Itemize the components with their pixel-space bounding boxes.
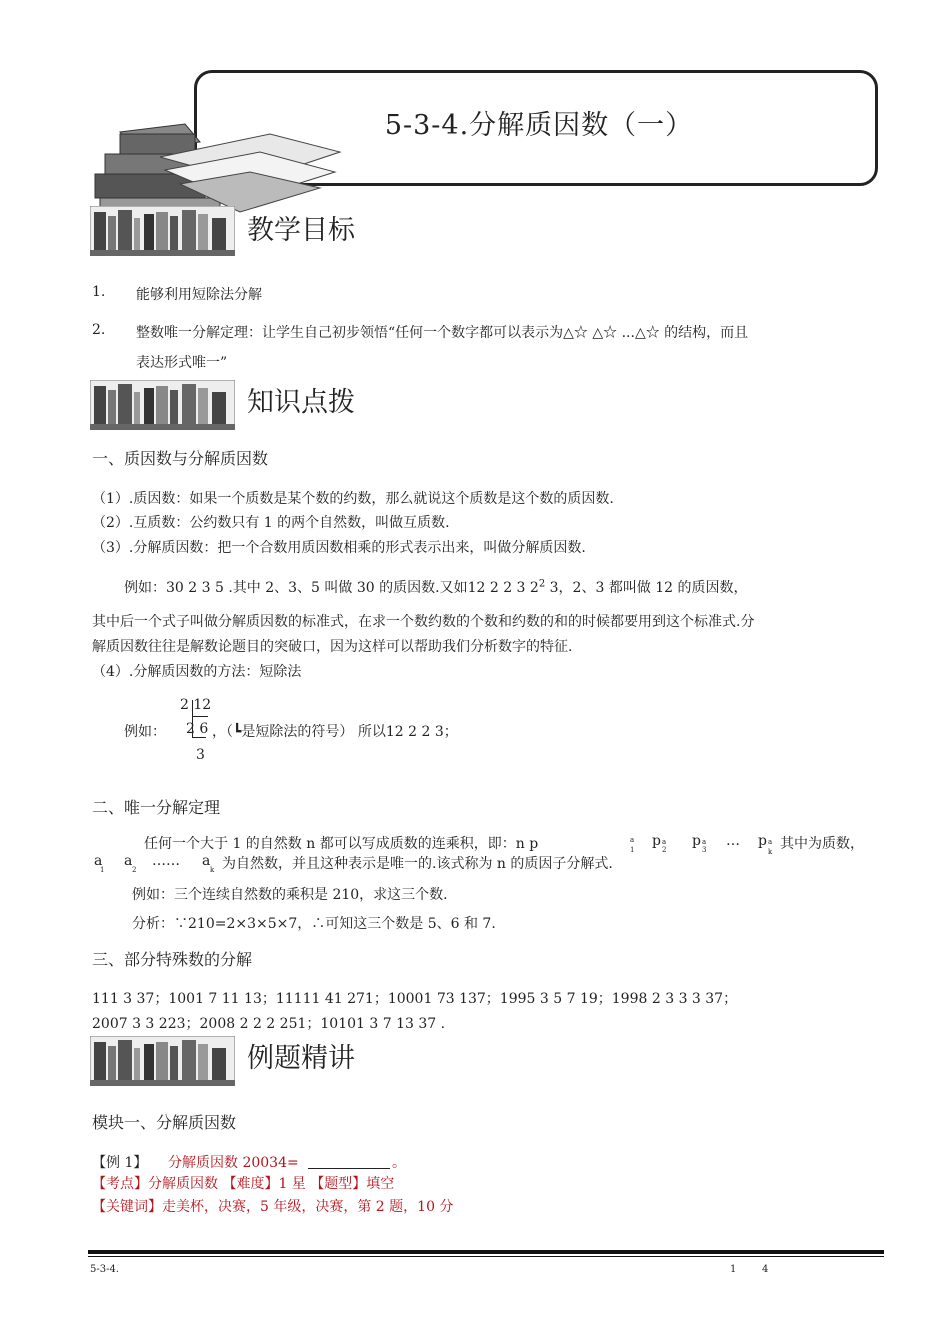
page-number: 1 (730, 1264, 737, 1275)
example-text: 例如：30 2 3 5 .其中 2、3、5 叫做 30 的质因数.又如12 2 2 3 2 (124, 580, 539, 596)
paragraph: 其中为质数， (780, 836, 864, 852)
example-line (124, 577, 748, 597)
special-numbers: 111 3 37；1001 7 11 13；11111 41 271；10001 73 137；1995 3 5 7 19；1998 2 3 3 3 37； (92, 991, 738, 1007)
example-question: 分解质因数 20034= (168, 1155, 299, 1171)
subscript: k (768, 848, 773, 856)
goal-item: 整数唯一分解定理：让学生自己初步领悟“任何一个数字都可以表示为△☆ △☆ ...△☆ 的结构，而且 (136, 325, 749, 341)
subscript: a (768, 838, 773, 846)
bookshelf-icon (90, 380, 235, 430)
division-bar (192, 716, 208, 717)
subscript: a (662, 838, 667, 846)
heading: 一、质因数与分解质因数 (92, 449, 269, 468)
paragraph: 解质因数往往是解数论题目的突破口，因为这样可以帮助我们分析数字的特征. (92, 639, 573, 655)
goal-item: 能够利用短除法分解 (136, 287, 262, 303)
formula: a (202, 853, 211, 869)
page-title: 5-3-4.分解质因数（一） (384, 110, 694, 141)
books-illustration (90, 112, 345, 217)
formula: a (124, 853, 133, 869)
formula: a (94, 853, 103, 869)
goal-item-cont: 表达形式唯一” (136, 355, 228, 371)
formula: p (652, 833, 661, 849)
example-meta: 【考点】分解质因数 【难度】1 星 【题型】填空 (92, 1176, 395, 1192)
heading: 二、唯一分解定理 (92, 798, 221, 817)
subscript: 1 (630, 846, 635, 854)
subscript: a (702, 838, 707, 846)
division-note: ，（┗是短除法的符号） 所以12 2 2 3； (212, 724, 458, 740)
footer-rule (88, 1250, 884, 1254)
section-title-goals: 教学目标 (247, 215, 355, 246)
goal-number: 1. (92, 284, 106, 300)
paragraph: 分析：∵210=2×3×5×7，∴可知这三个数是 5、6 和 7. (132, 916, 496, 932)
module-heading: 模块一、分解质因数 (92, 1113, 237, 1132)
paragraph: （4）.分解质因数的方法：短除法 (92, 664, 302, 680)
page-total: 4 (762, 1264, 769, 1275)
example-question-end: 。 (392, 1155, 406, 1171)
formula: p (758, 833, 767, 849)
paragraph: 其中后一个式子叫做分解质因数的标准式，在求一个数约数的个数和约数的和的时候都要用到这个标准式.分 (92, 614, 755, 630)
subscript: 3 (702, 846, 707, 854)
section-title-examples: 例题精讲 (247, 1043, 355, 1074)
subscript: a (630, 836, 635, 844)
heading: 三、部分特殊数的分解 (92, 950, 253, 969)
paragraph: 任何一个大于 1 的自然数 n 都可以写成质数的连乘积，即：n p (144, 836, 539, 852)
paragraph: （1）.质因数：如果一个质数是某个数的约数，那么就说这个质数是这个数的质因数. (92, 491, 614, 507)
example-text: 3，2、3 都叫做 12 的质因数， (545, 580, 748, 596)
example-label: 【例 1】 (92, 1155, 148, 1171)
goal-number: 2. (92, 322, 106, 338)
formula: … (726, 833, 740, 849)
paragraph: （3）.分解质因数：把一个合数用质因数相乘的形式表示出来，叫做分解质因数. (92, 540, 586, 556)
subscript: 2 (662, 846, 667, 854)
paragraph: （2）.互质数：公约数只有 1 的两个自然数，叫做互质数. (92, 515, 450, 531)
short-division-row: 2 6 (186, 721, 209, 737)
bookshelf-icon (90, 1036, 235, 1086)
division-bar (192, 737, 206, 738)
footer-label: 5-3-4. (90, 1264, 120, 1275)
exponent: 2 (538, 578, 546, 590)
special-numbers: 2007 3 3 223；2008 2 2 2 251；10101 3 7 13 37 . (92, 1016, 446, 1032)
footer-rule (88, 1256, 884, 1257)
example-label: 例如： (124, 724, 166, 740)
bookshelf-icon (90, 206, 235, 256)
answer-blank (308, 1168, 390, 1169)
subscript: 1 (100, 866, 105, 874)
formula: p (692, 833, 701, 849)
paragraph: 例如：三个连续自然数的乘积是 210，求这三个数. (132, 887, 448, 903)
subscript: k (210, 866, 215, 874)
short-division-row: 3 (196, 747, 205, 763)
paragraph: 为自然数，并且这种表示是唯一的.该式称为 n 的质因子分解式. (222, 856, 613, 872)
section-title-knowledge: 知识点拨 (247, 387, 355, 418)
short-division-row: 2 12 (180, 697, 212, 713)
subscript: 2 (132, 866, 137, 874)
formula: …… (152, 853, 180, 869)
example-keywords: 【关键词】走美杯，决赛，5 年级，决赛，第 2 题，10 分 (92, 1199, 454, 1215)
